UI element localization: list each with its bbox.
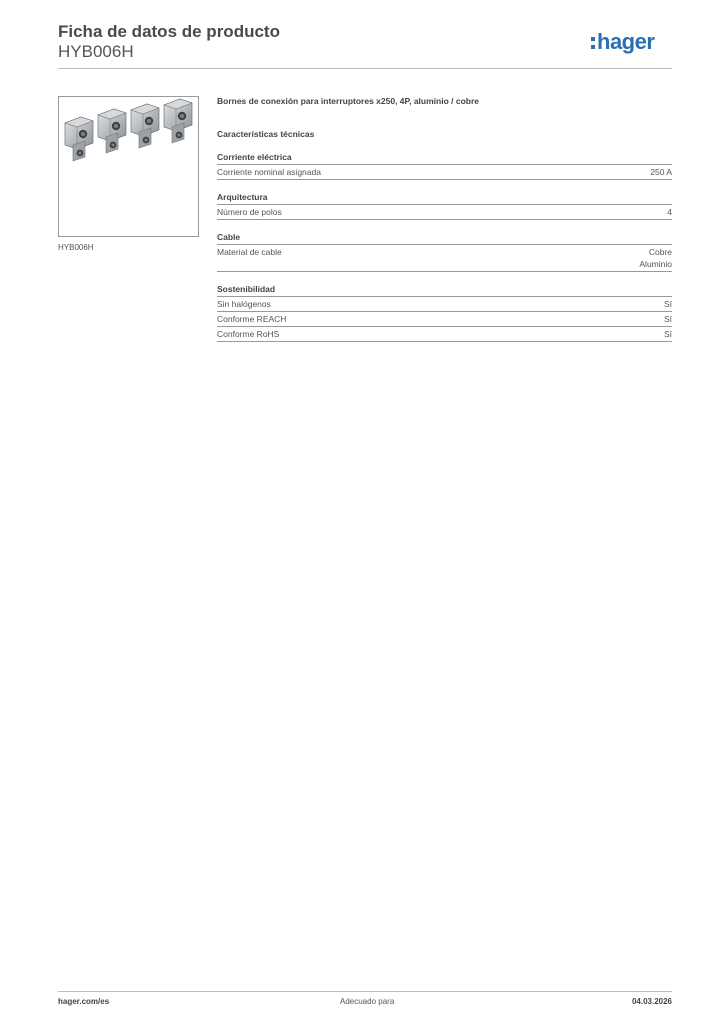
header-divider <box>58 68 672 69</box>
footer-website[interactable]: hager.com/es <box>58 997 110 1006</box>
group-title: Sostenibilidad <box>217 284 672 297</box>
spec-value-line: Aluminio <box>639 259 672 269</box>
logo-text: hager <box>597 29 655 54</box>
group-title: Corriente eléctrica <box>217 152 672 165</box>
group-title: Cable <box>217 232 672 245</box>
image-caption: HYB006H <box>58 243 94 252</box>
spec-section <box>217 96 672 342</box>
spec-value: Sí <box>663 299 672 309</box>
page-title: Ficha de datos de producto <box>58 22 280 41</box>
spec-value: 250 A <box>650 167 672 177</box>
product-description: Bornes de conexión para interruptores x250, 4P, aluminio / cobre <box>217 96 480 106</box>
footer-date: 04.03.2026 <box>631 997 672 1006</box>
footer-suitable-for: Adecuado para <box>340 997 395 1006</box>
spec-value-line: Cobre <box>648 247 672 257</box>
footer-divider <box>58 991 672 992</box>
page-header <box>58 22 672 68</box>
spec-label: Conforme REACH <box>217 314 287 324</box>
spec-label: Material de cable <box>217 247 282 257</box>
spec-value: Sí <box>663 329 672 339</box>
spec-row <box>217 312 672 327</box>
spec-group-cable <box>217 232 672 272</box>
spec-label: Conforme RoHS <box>217 329 280 339</box>
terminal-lugs-illustration <box>59 97 198 236</box>
spec-value <box>639 246 672 270</box>
spec-value: Sí <box>663 314 672 324</box>
spec-row <box>217 205 672 220</box>
spec-label: Número de polos <box>217 207 282 217</box>
spec-label: Corriente nominal asignada <box>217 167 321 177</box>
spec-row <box>217 327 672 342</box>
spec-heading: Características técnicas <box>217 129 315 139</box>
spec-row <box>217 165 672 180</box>
spec-row <box>217 245 672 272</box>
spec-label: Sin halógenos <box>217 299 271 309</box>
spec-group-sustainability <box>217 284 672 342</box>
hager-logo <box>590 26 672 56</box>
product-image <box>58 96 199 237</box>
spec-row <box>217 297 672 312</box>
group-title: Arquitectura <box>217 192 672 205</box>
spec-group-architecture <box>217 192 672 220</box>
spec-group-electrical <box>217 152 672 180</box>
spec-value: 4 <box>667 207 672 217</box>
product-code: HYB006H <box>58 42 134 61</box>
